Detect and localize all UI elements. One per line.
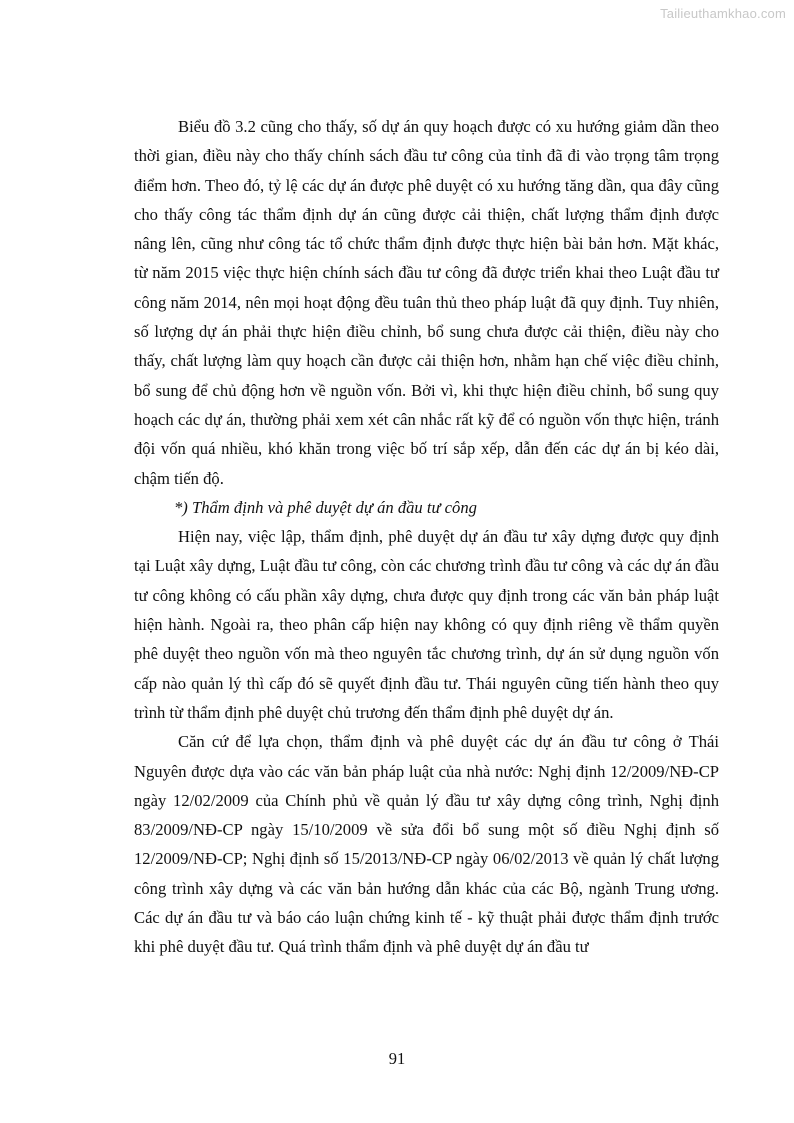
section-heading: *) Thẩm định và phê duyệt dự án đầu tư công — [174, 497, 477, 517]
paragraph-legal-basis: Căn cứ để lựa chọn, thẩm định và phê duyệt các dự án đầu tư công ở Thái Nguyên được dựa vào các văn bản pháp luật của nhà nước: Nghị định 12/2009/NĐ-CP ngày 12/02/2009 của Chính phủ về quản lý đầu tư xây dựng công trình, Nghị định 83/2009/NĐ-CP ngày 15/10/2009 về sửa đổi bổ sung một số điều Nghị định số 12/2009/NĐ-CP; Nghị định số 15/2013/NĐ-CP ngày 06/02/2013 về quản lý chất lượng công trình xây dựng và các văn bản hướng dẫn khác của các Bộ, ngành Trung ương. Các dự án đầu tư và báo cáo luận chứng kinh tế - kỹ thuật phải được thẩm định trước khi phê duyệt đầu tư. Quá trình thẩm định và phê duyệt dự án đầu tư — [134, 732, 719, 957]
document-body — [134, 112, 719, 962]
page-number: 91 — [388, 1049, 406, 1068]
paragraph-chart-analysis: Biểu đồ 3.2 cũng cho thấy, số dự án quy hoạch được có xu hướng giảm dần theo thời gian, điều này cho thấy chính sách đầu tư công của tỉnh đã đi vào trọng tâm trọng điểm hơn. Theo đó, tỷ lệ các dự án được phê duyệt có xu hướng tăng dần, qua đây cũng cho thấy công tác thẩm định dự án cũng được cải thiện, chất lượng thẩm định được nâng lên, cũng như công tác tổ chức thẩm định được thực hiện bài bản hơn. Mặt khác, từ năm 2015 việc thực hiện chính sách đầu tư công đã được triển khai theo Luật đầu tư công năm 2014, nên mọi hoạt động đều tuân thủ theo pháp luật đã quy định. Tuy nhiên, số lượng dự án phải thực hiện điều chỉnh, bổ sung chưa được cải thiện, điều này cho thấy, chất lượng làm quy hoạch cần được cải thiện hơn, nhằm hạn chế việc điều chỉnh, bổ sung để chủ động hơn về nguồn vốn. Bởi vì, khi thực hiện điều chỉnh, bổ sung quy hoạch các dự án, thường phải xem xét cân nhắc rất kỹ để có nguồn vốn thực hiện, tránh đội vốn quá nhiều, khó khăn trong việc bố trí sắp xếp, dẫn đến các dự án bị kéo dài, chậm tiến độ. — [134, 117, 719, 488]
paragraph-current-regulation: Hiện nay, việc lập, thẩm định, phê duyệt dự án đầu tư xây dựng được quy định tại Luật xây dựng, Luật đầu tư công, còn các chương trình đầu tư công và các dự án đầu tư công không có cấu phần xây dựng, chưa được quy định trong các văn bản pháp luật hiện hành. Ngoài ra, theo phân cấp hiện nay không có quy định riêng về thẩm quyền phê duyệt theo nguồn vốn mà theo nguyên tắc chương trình, dự án sử dụng nguồn vốn cấp nào quản lý thì cấp đó sẽ quyết định đầu tư. Thái nguyên cũng tiến hành theo quy trình từ thẩm định phê duyệt chủ trương đến thẩm định phê duyệt dự án. — [134, 527, 719, 722]
watermark-text: Tailieuthamkhao.com — [660, 6, 786, 21]
